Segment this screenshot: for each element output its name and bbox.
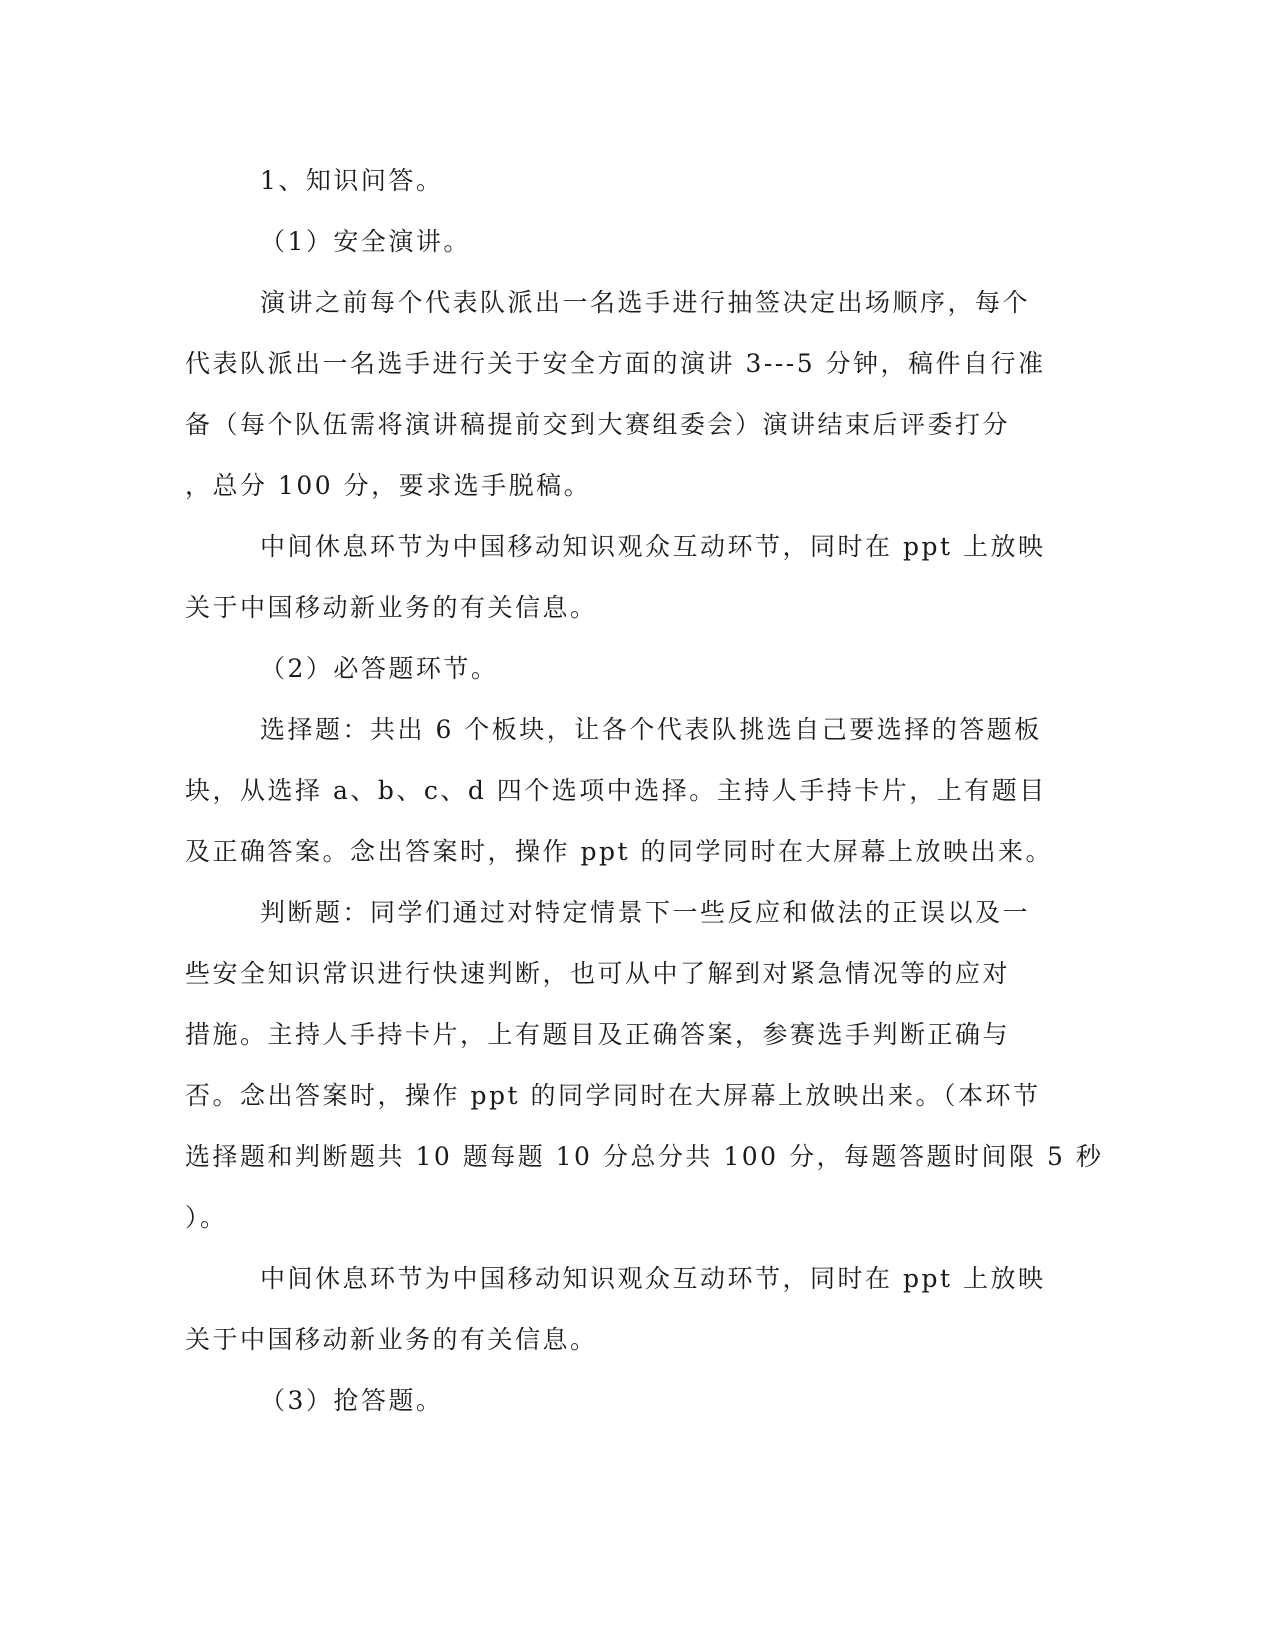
paragraph-line: 演讲之前每个代表队派出一名选手进行抽签决定出场顺序，每个: [260, 288, 1031, 317]
paragraph-line: ）。: [185, 1203, 228, 1232]
paragraph-line: 代表队派出一名选手进行关于安全方面的演讲 3---5 分钟，稿件自行准: [185, 349, 1046, 378]
paragraph-line: 否。念出答案时，操作 ppt 的同学同时在大屏幕上放映出来。（本环节: [185, 1081, 1041, 1110]
paragraph-line: 块，从选择 a、b、c、d 四个选项中选择。主持人手持卡片，上有题目: [185, 776, 1047, 805]
paragraph-line: 选择题：共出 6 个板块，让各个代表队挑选自己要选择的答题板: [260, 715, 1042, 744]
section-heading-knowledge-quiz: 1、知识问答。: [260, 166, 444, 195]
paragraph-line: 关于中国移动新业务的有关信息。: [185, 1325, 598, 1354]
paragraph-line: 些安全知识常识进行快速判断，也可从中了解到对紧急情况等的应对: [185, 959, 1011, 988]
paragraph-line: 中间休息环节为中国移动知识观众互动环节，同时在 ppt 上放映: [260, 1264, 1046, 1293]
paragraph-line: 备（每个队伍需将演讲稿提前交到大赛组委会）演讲结束后评委打分: [185, 410, 1011, 439]
subsection-heading-buzzer-questions: （3）抢答题。: [260, 1386, 444, 1415]
paragraph-line: 关于中国移动新业务的有关信息。: [185, 593, 598, 622]
paragraph-line: 中间休息环节为中国移动知识观众互动环节，同时在 ppt 上放映: [260, 532, 1046, 561]
subsection-heading-required-questions: （2）必答题环节。: [260, 654, 499, 683]
document-body: [185, 159, 1104, 1440]
paragraph-line: 及正确答案。念出答案时，操作 ppt 的同学同时在大屏幕上放映出来。: [185, 837, 1053, 866]
paragraph-line: ，总分 100 分，要求选手脱稿。: [185, 471, 592, 500]
paragraph-line: 选择题和判断题共 10 题每题 10 分总分共 100 分，每题答题时间限 5 秒: [185, 1142, 1104, 1171]
subsection-heading-safety-speech: （1）安全演讲。: [260, 227, 471, 256]
paragraph-line: 判断题：同学们通过对特定情景下一些反应和做法的正误以及一: [260, 898, 1031, 927]
paragraph-line: 措施。主持人手持卡片，上有题目及正确答案，参赛选手判断正确与: [185, 1020, 1011, 1049]
